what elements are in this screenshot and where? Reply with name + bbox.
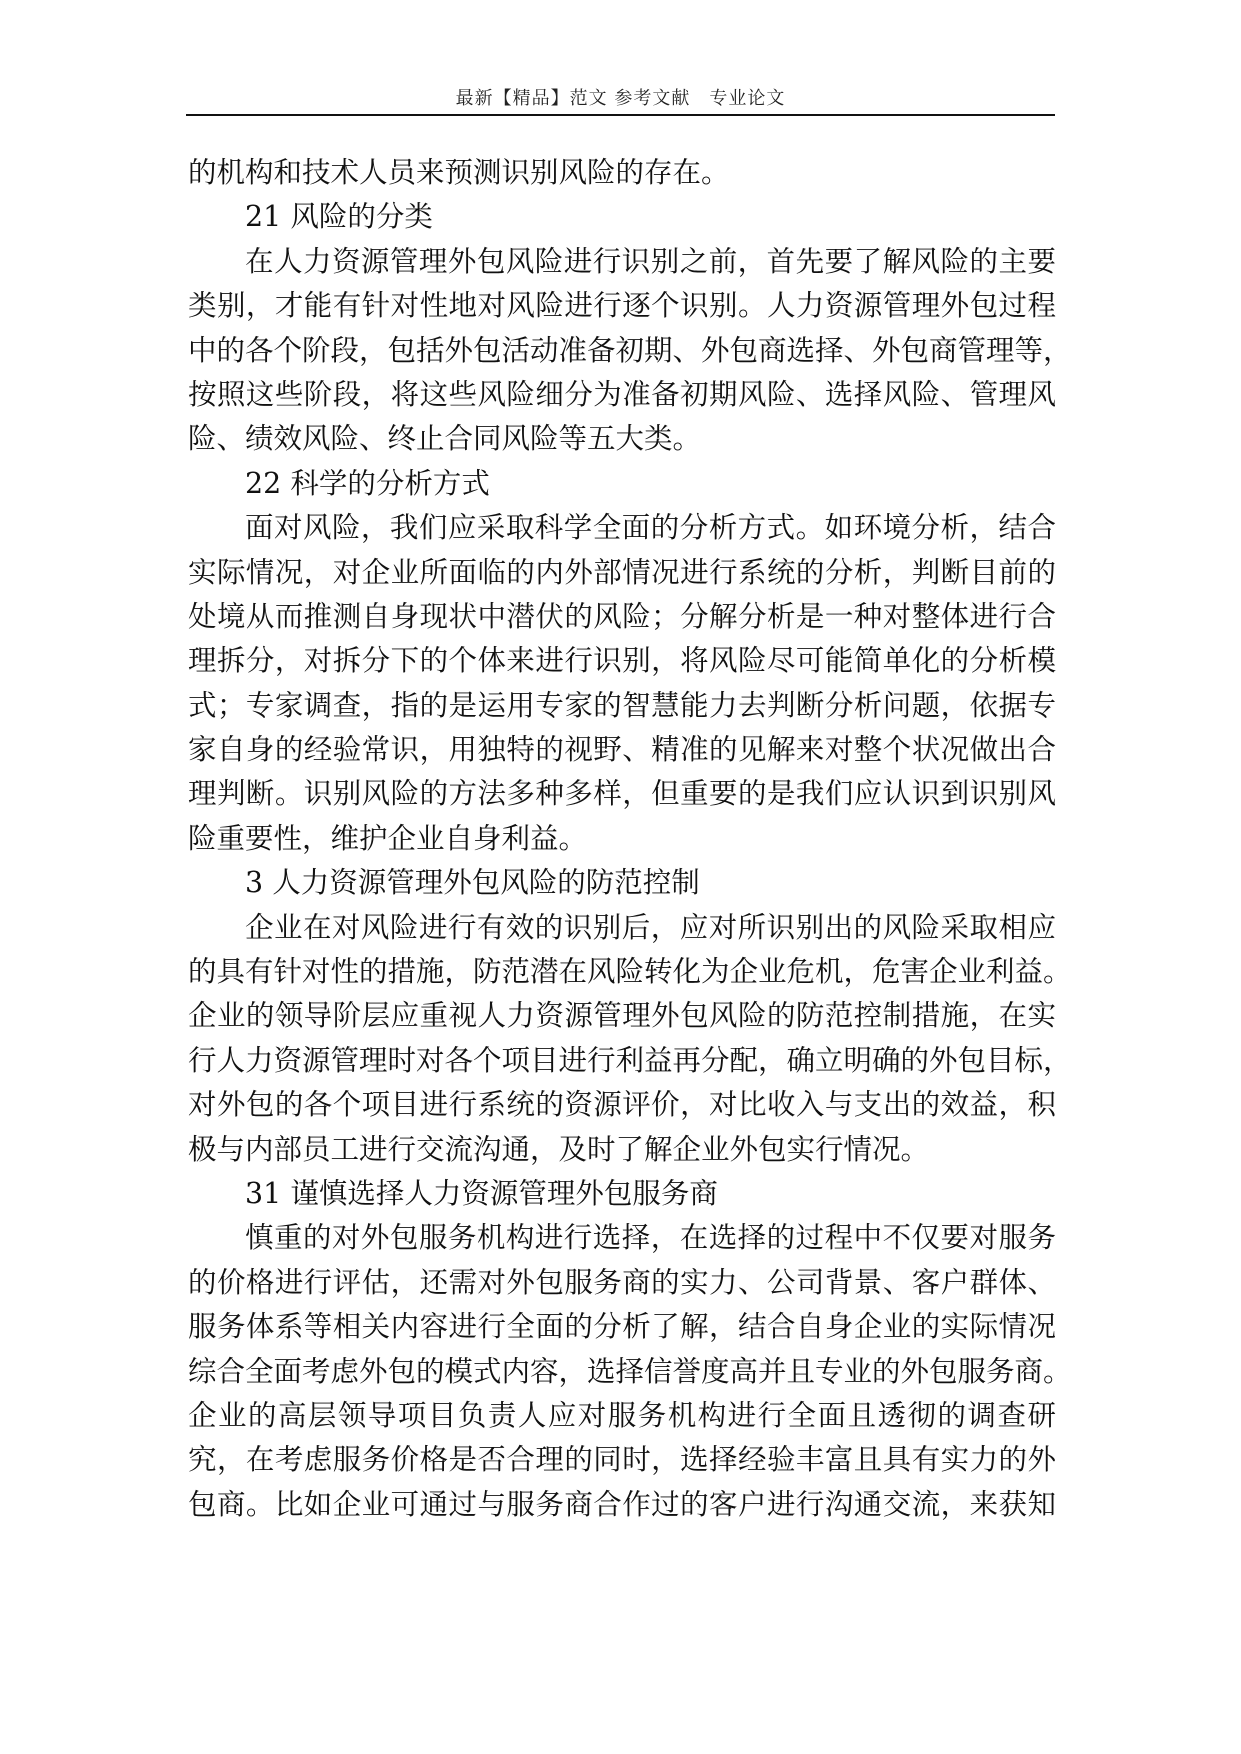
section-heading: 22 科学的分析方式 <box>245 466 490 500</box>
paragraph-line: 险、绩效风险、终止合同风险等五大类。 <box>188 422 702 456</box>
paragraph-line: 处境从而推测自身现状中潜伏的风险；分解分析是一种对整体进行合 <box>188 599 1056 633</box>
header-divider <box>186 114 1055 116</box>
section-heading: 21 风险的分类 <box>245 200 433 234</box>
paragraph-line: 包商。比如企业可通过与服务商合作过的客户进行沟通交流，来获知 <box>188 1487 1056 1521</box>
paragraph-line: 企业的领导阶层应重视人力资源管理外包风险的防范控制措施，在实 <box>188 999 1056 1033</box>
paragraph-line: 险重要性，维护企业自身利益。 <box>188 821 588 855</box>
page-header: 最新【精品】范文 参考文献 专业论文 <box>455 88 786 109</box>
paragraph-line: 究，在考虑服务价格是否合理的同时，选择经验丰富且具有实力的外 <box>188 1443 1056 1477</box>
section-heading: 3 人力资源管理外包风险的防范控制 <box>245 866 700 900</box>
paragraph-line: 家自身的经验常识，用独特的视野、精准的见解来对整个状况做出合 <box>188 733 1056 767</box>
paragraph-line: 综合全面考虑外包的模式内容，选择信誉度高并且专业的外包服务商。 <box>188 1354 1072 1388</box>
paragraph-line: 企业的高层领导项目负责人应对服务机构进行全面且透彻的调查研 <box>188 1398 1056 1432</box>
paragraph-line: 的具有针对性的措施，防范潜在风险转化为企业危机，危害企业利益。 <box>188 955 1072 989</box>
paragraph-line: 对外包的各个项目进行系统的资源评价，对比收入与支出的效益，积 <box>188 1088 1056 1122</box>
section-heading: 31 谨慎选择人力资源管理外包服务商 <box>245 1176 718 1210</box>
paragraph-line: 行人力资源管理时对各个项目进行利益再分配，确立明确的外包目标， <box>188 1043 1072 1077</box>
paragraph-line: 理拆分，对拆分下的个体来进行识别，将风险尽可能简单化的分析模 <box>188 644 1056 678</box>
paragraph-line: 实际情况，对企业所面临的内外部情况进行系统的分析，判断目前的 <box>188 555 1056 589</box>
paragraph-line: 式；专家调查，指的是运用专家的智慧能力去判断分析问题，依据专 <box>188 688 1056 722</box>
paragraph-line: 类别，才能有针对性地对风险进行逐个识别。人力资源管理外包过程 <box>188 289 1056 323</box>
paragraph-line: 按照这些阶段，将这些风险细分为准备初期风险、选择风险、管理风 <box>188 377 1056 411</box>
paragraph-line: 面对风险，我们应采取科学全面的分析方式。如环境分析，结合 <box>245 511 1056 545</box>
paragraph-line: 企业在对风险进行有效的识别后，应对所识别出的风险采取相应 <box>245 910 1056 944</box>
paragraph-line: 服务体系等相关内容进行全面的分析了解，结合自身企业的实际情况 <box>188 1310 1056 1344</box>
paragraph-line: 中的各个阶段，包括外包活动准备初期、外包商选择、外包商管理等， <box>188 333 1072 367</box>
paragraph-line: 在人力资源管理外包风险进行识别之前，首先要了解风险的主要 <box>245 244 1056 278</box>
paragraph-line: 极与内部员工进行交流沟通，及时了解企业外包实行情况。 <box>188 1132 930 1166</box>
paragraph-line: 的价格进行评估，还需对外包服务商的实力、公司背景、客户群体、 <box>188 1265 1056 1299</box>
paragraph-line: 慎重的对外包服务机构进行选择，在选择的过程中不仅要对服务 <box>245 1221 1056 1255</box>
document-body <box>188 151 1072 1527</box>
paragraph-line: 的机构和技术人员来预测识别风险的存在。 <box>188 156 730 189</box>
paragraph-line: 理判断。识别风险的方法多种多样，但重要的是我们应认识到识别风 <box>188 777 1056 811</box>
